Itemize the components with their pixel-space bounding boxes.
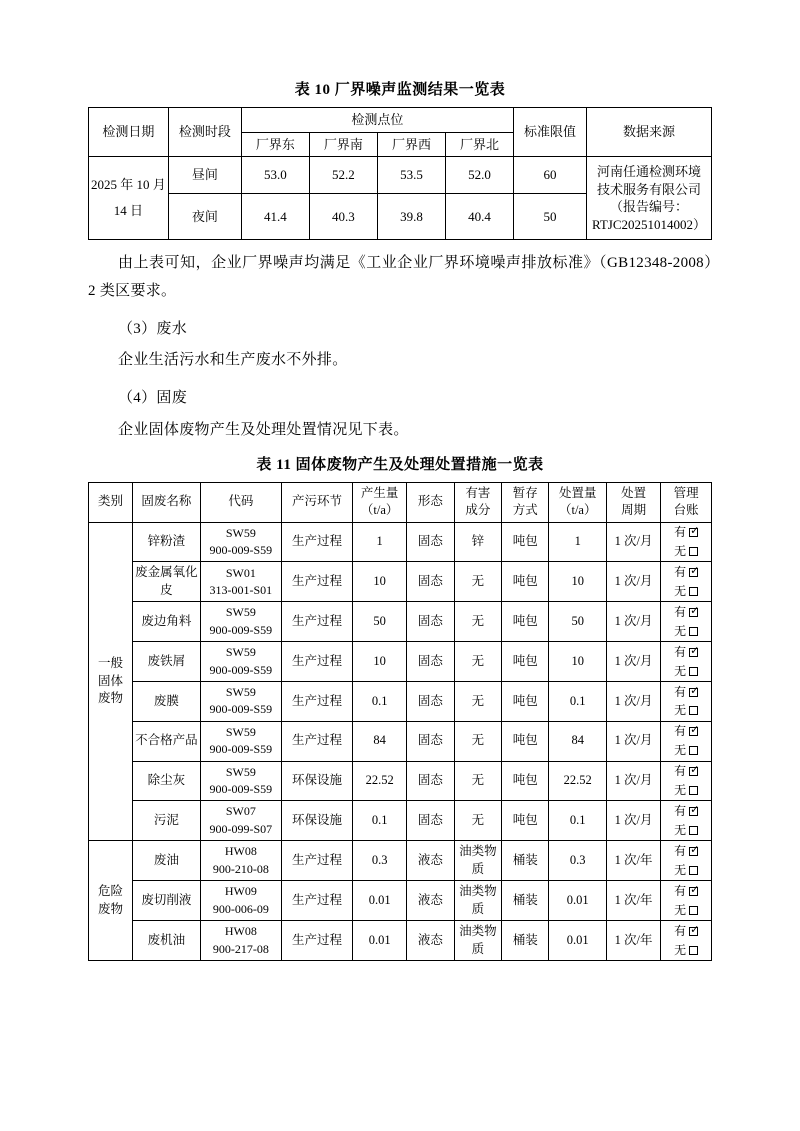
cell-code: HW09 900-006-09 — [200, 881, 281, 921]
ledger-row-no — [661, 781, 711, 800]
heading-solid-waste: （4）固废 — [118, 390, 188, 407]
cell-amount: 0.3 — [353, 841, 407, 881]
cell-disposal-amount: 0.1 — [549, 801, 607, 841]
cell-disposal-amount: 0.3 — [549, 841, 607, 881]
cell-process: 环保设施 — [281, 801, 352, 841]
cell-disposal-amount: 1 — [549, 522, 607, 562]
cell-storage: 吨包 — [502, 801, 549, 841]
ledger-label-yes: 有 — [674, 764, 687, 779]
cell-storage: 吨包 — [502, 721, 549, 761]
cell-cycle: 1 次/年 — [607, 921, 661, 961]
noise-monitoring-table — [88, 107, 712, 240]
ledger-row-no — [661, 861, 711, 880]
cell-storage: 桶装 — [502, 841, 549, 881]
header-storage — [502, 482, 549, 522]
cell-amount: 10 — [353, 642, 407, 682]
cell-hazard: 无 — [454, 562, 501, 602]
category-line1: 危险 — [97, 884, 123, 899]
ledger-label-yes: 有 — [674, 883, 687, 898]
table11-title: 表 11 固体废物产生及处理处置措施一览表 — [256, 456, 544, 473]
cell-disposal-amount: 84 — [549, 721, 607, 761]
ledger-row-no — [661, 662, 711, 681]
cell-amount: 10 — [353, 562, 407, 602]
cell-hazard: 无 — [454, 682, 501, 722]
cell-hazard: 无 — [454, 602, 501, 642]
header-cycle-line1: 处置 — [621, 485, 647, 500]
cell-code: SW01 313-001-S01 — [200, 562, 281, 602]
paragraph-wastewater: 企业生活污水和生产废水不外排。 — [118, 352, 348, 369]
table-header-row — [89, 108, 712, 133]
paragraph-solid-waste: 企业固体废物产生及处理处置情况见下表。 — [118, 421, 409, 438]
cell-code: HW08 900-210-08 — [200, 841, 281, 881]
ledger-row-yes — [661, 722, 711, 741]
header-code: 代码 — [200, 482, 281, 522]
header-point-south: 厂界南 — [309, 132, 377, 157]
cell-ledger — [661, 602, 712, 642]
header-storage-line1: 暂存 — [512, 485, 538, 500]
cell-amount: 50 — [353, 602, 407, 642]
cell-waste-name: 废铁屑 — [133, 642, 201, 682]
checkbox-yes[interactable] — [689, 648, 698, 657]
ledger-row-no — [661, 582, 711, 601]
checkbox-yes[interactable] — [689, 608, 698, 617]
table-row — [89, 921, 712, 961]
ledger-label-yes: 有 — [674, 684, 687, 699]
header-limit: 标准限值 — [514, 108, 587, 157]
cell-ledger — [661, 761, 712, 801]
table-header-row — [89, 482, 712, 522]
table-row — [89, 602, 712, 642]
cell-process: 生产过程 — [281, 841, 352, 881]
solid-waste-table — [88, 482, 712, 961]
table-row — [89, 562, 712, 602]
header-points: 检测点位 — [241, 108, 513, 133]
cell-day-limit: 60 — [514, 157, 587, 194]
cell-storage: 吨包 — [502, 562, 549, 602]
header-source: 数据来源 — [586, 108, 711, 157]
header-disposal-amount-line1: 处置量 — [558, 485, 597, 500]
cell-state: 固态 — [407, 602, 454, 642]
cell-category-hazardous — [89, 841, 133, 961]
header-point-north: 厂界北 — [445, 132, 513, 157]
cell-cycle: 1 次/月 — [607, 682, 661, 722]
ledger-row-no — [661, 941, 711, 960]
ledger-row-yes — [661, 922, 711, 941]
cell-day-east: 53.0 — [241, 157, 309, 194]
cell-night-north: 40.4 — [445, 193, 513, 240]
checkbox-no[interactable] — [689, 706, 698, 715]
cell-waste-name: 除尘灰 — [133, 761, 201, 801]
cell-code: HW08 900-217-08 — [200, 921, 281, 961]
cell-process: 生产过程 — [281, 642, 352, 682]
header-storage-line2: 方式 — [512, 503, 538, 518]
ledger-label-no: 无 — [674, 782, 687, 797]
cell-cycle: 1 次/月 — [607, 721, 661, 761]
header-amount — [353, 482, 407, 522]
cell-process: 生产过程 — [281, 522, 352, 562]
cell-ledger — [661, 801, 712, 841]
cell-hazard: 无 — [454, 642, 501, 682]
cell-category-general — [89, 522, 133, 840]
ledger-row-no — [661, 741, 711, 760]
header-point-east: 厂界东 — [241, 132, 309, 157]
ledger-label-yes: 有 — [674, 525, 687, 540]
checkbox-no[interactable] — [689, 627, 698, 636]
cell-storage: 桶装 — [502, 881, 549, 921]
header-process: 产污环节 — [281, 482, 352, 522]
checkbox-no[interactable] — [689, 826, 698, 835]
cell-night-east: 41.4 — [241, 193, 309, 240]
cell-night-south: 40.3 — [309, 193, 377, 240]
checkbox-yes[interactable] — [689, 927, 698, 936]
cell-night-limit: 50 — [514, 193, 587, 240]
ledger-label-no: 无 — [674, 583, 687, 598]
cell-day-south: 52.2 — [309, 157, 377, 194]
cell-state: 固态 — [407, 801, 454, 841]
cell-storage: 吨包 — [502, 642, 549, 682]
table-row — [89, 881, 712, 921]
code-line1: SW59 — [225, 525, 256, 540]
cell-code: SW59 900-009-S59 — [200, 602, 281, 642]
ledger-row-no — [661, 821, 711, 840]
category-line2: 废物 — [97, 901, 123, 916]
ledger-row-yes — [661, 603, 711, 622]
ledger-label-yes: 有 — [674, 724, 687, 739]
ledger-label-yes: 有 — [674, 843, 687, 858]
checkbox-yes[interactable] — [689, 528, 698, 537]
header-ledger-line2: 台账 — [673, 503, 699, 518]
cell-state: 固态 — [407, 522, 454, 562]
checkbox-no[interactable] — [689, 786, 698, 795]
cell-hazard: 无 — [454, 761, 501, 801]
checkbox-no[interactable] — [689, 547, 698, 556]
paragraph-noise-conclusion: 由上表可知，企业厂界噪声均满足《工业企业厂界环境噪声排放标准》（GB12348-2008）2 类区要求。 — [88, 255, 712, 299]
cell-waste-name: 锌粉渣 — [133, 522, 201, 562]
cell-amount: 0.01 — [353, 921, 407, 961]
ledger-row-yes — [661, 802, 711, 821]
cell-state: 固态 — [407, 562, 454, 602]
ledger-row-yes — [661, 842, 711, 861]
table-row — [89, 841, 712, 881]
ledger-row-yes — [661, 523, 711, 542]
cell-waste-name: 不合格产品 — [133, 721, 201, 761]
ledger-label-no: 无 — [674, 942, 687, 957]
table-row — [89, 721, 712, 761]
ledger-row-no — [661, 701, 711, 720]
cell-period-night: 夜间 — [168, 193, 241, 240]
ledger-label-yes: 有 — [674, 803, 687, 818]
cell-amount: 22.52 — [353, 761, 407, 801]
checkbox-yes[interactable] — [689, 568, 698, 577]
cell-cycle: 1 次/月 — [607, 801, 661, 841]
cell-hazard: 油类物质 — [454, 841, 501, 881]
cell-hazard: 无 — [454, 801, 501, 841]
cell-state: 固态 — [407, 682, 454, 722]
cell-ledger — [661, 841, 712, 881]
cell-waste-name: 废边角料 — [133, 602, 201, 642]
category-line2: 固体 — [97, 673, 123, 688]
category-line3: 废物 — [97, 691, 123, 706]
ledger-row-no — [661, 901, 711, 920]
cell-state: 液态 — [407, 841, 454, 881]
table-row — [89, 522, 712, 562]
category-line1: 一般 — [97, 656, 123, 671]
cell-code: SW59 900-009-S59 — [200, 721, 281, 761]
header-amount-line1: 产生量 — [360, 485, 399, 500]
table-row — [89, 801, 712, 841]
checkbox-no[interactable] — [689, 746, 698, 755]
cell-state: 固态 — [407, 761, 454, 801]
cell-state: 固态 — [407, 642, 454, 682]
cell-ledger — [661, 642, 712, 682]
ledger-row-yes — [661, 762, 711, 781]
cell-process: 生产过程 — [281, 602, 352, 642]
cell-code — [200, 522, 281, 562]
cell-date: 2025 年 10 月 14 日 — [89, 157, 169, 240]
checkbox-yes[interactable] — [689, 767, 698, 776]
cell-code: SW59 900-009-S59 — [200, 682, 281, 722]
cell-storage: 吨包 — [502, 761, 549, 801]
checkbox-no[interactable] — [689, 866, 698, 875]
cell-state: 液态 — [407, 921, 454, 961]
header-waste-name: 固废名称 — [133, 482, 201, 522]
checkbox-yes[interactable] — [689, 847, 698, 856]
cell-amount: 0.01 — [353, 881, 407, 921]
cell-day-north: 52.0 — [445, 157, 513, 194]
cell-state: 固态 — [407, 721, 454, 761]
ledger-label-yes: 有 — [674, 605, 687, 620]
ledger-row-no — [661, 622, 711, 641]
table10-title: 表 10 厂界噪声监测结果一览表 — [294, 82, 506, 98]
cell-waste-name: 污泥 — [133, 801, 201, 841]
cell-process: 环保设施 — [281, 761, 352, 801]
cell-cycle: 1 次/月 — [607, 602, 661, 642]
code-line2: 900-009-S59 — [209, 543, 273, 558]
cell-waste-name: 废切削液 — [133, 881, 201, 921]
cell-data-source: 河南任通检测环境技术服务有限公司（报告编号：RTJC20251014002） — [586, 157, 711, 240]
cell-process: 生产过程 — [281, 682, 352, 722]
cell-state: 液态 — [407, 881, 454, 921]
checkbox-yes[interactable] — [689, 807, 698, 816]
cell-cycle: 1 次/年 — [607, 881, 661, 921]
header-disposal-amount-line2: （t/a） — [558, 503, 597, 518]
ledger-label-no: 无 — [674, 822, 687, 837]
header-point-west: 厂界西 — [377, 132, 445, 157]
header-ledger — [661, 482, 712, 522]
checkbox-yes[interactable] — [689, 887, 698, 896]
cell-ledger — [661, 522, 712, 562]
cell-amount: 1 — [353, 522, 407, 562]
cell-ledger — [661, 721, 712, 761]
ledger-label-no: 无 — [674, 623, 687, 638]
header-cycle — [607, 482, 661, 522]
ledger-row-yes — [661, 683, 711, 702]
header-amount-line2: （t/a） — [360, 503, 399, 518]
cell-cycle: 1 次/月 — [607, 642, 661, 682]
cell-waste-name: 废金属氧化皮 — [133, 562, 201, 602]
cell-code: SW07 900-099-S07 — [200, 801, 281, 841]
cell-night-west: 39.8 — [377, 193, 445, 240]
cell-amount: 0.1 — [353, 682, 407, 722]
cell-cycle: 1 次/年 — [607, 841, 661, 881]
ledger-label-no: 无 — [674, 862, 687, 877]
ledger-label-yes: 有 — [674, 923, 687, 938]
cell-disposal-amount: 0.01 — [549, 881, 607, 921]
table-row — [89, 642, 712, 682]
cell-storage: 吨包 — [502, 682, 549, 722]
ledger-row-no — [661, 542, 711, 561]
ledger-label-yes: 有 — [674, 565, 687, 580]
header-hazard — [454, 482, 501, 522]
cell-ledger — [661, 881, 712, 921]
cell-waste-name: 废油 — [133, 841, 201, 881]
header-date: 检测日期 — [89, 108, 169, 157]
checkbox-no[interactable] — [689, 587, 698, 596]
cell-hazard: 油类物质 — [454, 881, 501, 921]
cell-ledger — [661, 921, 712, 961]
ledger-label-no: 无 — [674, 703, 687, 718]
header-period: 检测时段 — [168, 108, 241, 157]
header-ledger-line1: 管理 — [673, 485, 699, 500]
header-hazard-line1: 有害 — [465, 485, 491, 500]
cell-amount: 84 — [353, 721, 407, 761]
cell-disposal-amount: 10 — [549, 642, 607, 682]
cell-amount: 0.1 — [353, 801, 407, 841]
cell-ledger — [661, 562, 712, 602]
heading-wastewater: （3）废水 — [118, 320, 188, 337]
cell-storage: 吨包 — [502, 522, 549, 562]
header-hazard-line2: 成分 — [465, 503, 491, 518]
ledger-label-no: 无 — [674, 902, 687, 917]
ledger-label-yes: 有 — [674, 644, 687, 659]
cell-disposal-amount: 50 — [549, 602, 607, 642]
header-state: 形态 — [407, 482, 454, 522]
cell-cycle: 1 次/月 — [607, 562, 661, 602]
cell-storage: 桶装 — [502, 921, 549, 961]
checkbox-no[interactable] — [689, 946, 698, 955]
table-row — [89, 157, 712, 194]
cell-hazard: 锌 — [454, 522, 501, 562]
ledger-label-no: 无 — [674, 544, 687, 559]
cell-disposal-amount: 22.52 — [549, 761, 607, 801]
cell-period-day: 昼间 — [168, 157, 241, 194]
table-row — [89, 761, 712, 801]
cell-waste-name: 废机油 — [133, 921, 201, 961]
cell-disposal-amount: 0.1 — [549, 682, 607, 722]
header-disposal-amount — [549, 482, 607, 522]
ledger-label-no: 无 — [674, 743, 687, 758]
ledger-row-yes — [661, 643, 711, 662]
ledger-row-yes — [661, 882, 711, 901]
cell-process: 生产过程 — [281, 921, 352, 961]
header-cycle-line2: 周期 — [621, 503, 647, 518]
cell-process: 生产过程 — [281, 562, 352, 602]
cell-storage: 吨包 — [502, 602, 549, 642]
cell-process: 生产过程 — [281, 881, 352, 921]
cell-hazard: 无 — [454, 721, 501, 761]
cell-waste-name: 废膜 — [133, 682, 201, 722]
cell-cycle: 1 次/月 — [607, 761, 661, 801]
checkbox-no[interactable] — [689, 906, 698, 915]
cell-disposal-amount: 0.01 — [549, 921, 607, 961]
table-row — [89, 682, 712, 722]
cell-ledger — [661, 682, 712, 722]
header-category: 类别 — [89, 482, 133, 522]
checkbox-yes[interactable] — [689, 727, 698, 736]
cell-hazard: 油类物质 — [454, 921, 501, 961]
checkbox-yes[interactable] — [689, 688, 698, 697]
checkbox-no[interactable] — [689, 667, 698, 676]
cell-process: 生产过程 — [281, 721, 352, 761]
ledger-label-no: 无 — [674, 663, 687, 678]
ledger-row-yes — [661, 563, 711, 582]
cell-cycle: 1 次/月 — [607, 522, 661, 562]
cell-code: SW59 900-009-S59 — [200, 761, 281, 801]
cell-day-west: 53.5 — [377, 157, 445, 194]
cell-code: SW59 900-009-S59 — [200, 642, 281, 682]
cell-disposal-amount: 10 — [549, 562, 607, 602]
